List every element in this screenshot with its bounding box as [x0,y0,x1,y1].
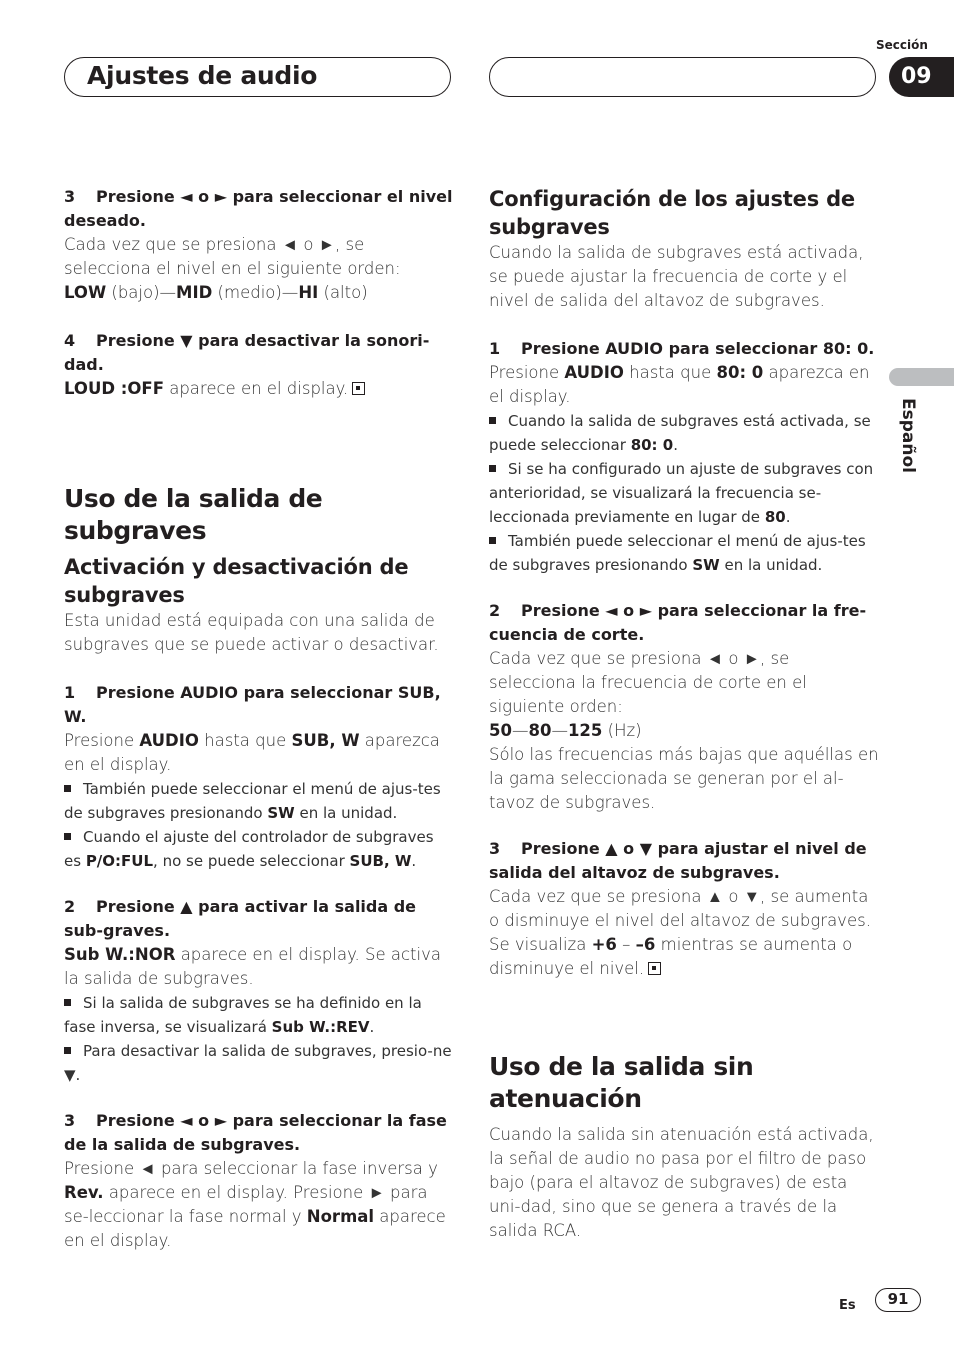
bullet-icon [64,999,71,1006]
step-4-loudness-off: 4 Presione ▼ para desactivar la sonori-dad. [64,331,430,374]
note-sw-button: También puede seleccionar el menú de ajus-tes de subgraves presionando SW en la unidad. [64,780,441,822]
section-number-badge: 09 [889,57,954,97]
page-title: Ajustes de audio [87,61,318,90]
note-reverse-phase: Si la salida de subgraves se ha definido en la fase inversa, se visualizará Sub W.:REV. [64,994,422,1036]
step-1-select-80: 1 Presione AUDIO para seleccionar 80: 0. [489,339,875,358]
cutoff-order-text: Cada vez que se presiona ◄ o ►, se selecciona la frecuencia de corte en el siguiente orden: 50—80—125 (Hz) [489,649,807,740]
end-mark-icon [648,962,661,975]
bullet-icon [489,537,496,544]
step-1-select-subw: 1 Presione AUDIO para seleccionar SUB, W. [64,683,441,726]
loudness-off-text: LOUD :OFF aparece en el display. [64,377,454,401]
section-label: Sección [876,38,928,52]
note-sw-button-config: También puede seleccionar el menú de ajus-tes de subgraves presionando SW en la unidad. [489,532,866,574]
note-deactivate: Para desactivar la salida de subgraves, presio-ne ▼. [64,1042,452,1084]
level-order-text: Cada vez que se presiona ◄ o ►, se selecciona el nivel en el siguiente orden: LOW (bajo)—MID (medio)—HI (alto) [64,235,401,302]
left-column [64,185,454,1253]
heading-activation: Activación y desactivación de subgraves [64,555,409,607]
language-tab-marker [889,368,954,386]
subwoofer-intro-text: Esta unidad está equipada con una salida de subgraves que se puede activar o desactivar. [64,611,439,654]
step-2-activate-subwoofer: 2 Presione ▲ para activar la salida de sub-graves. [64,897,417,940]
step-3-level: 3 Presione ◄ o ► para seleccionar el nivel deseado. [64,187,453,230]
output-level-description: Cada vez que se presiona ▲ o ▼, se aumenta o disminuye el nivel del altavoz de subgraves. Se visualiza +6 – –6 mientras se aumenta o disminuye el nivel. [489,887,871,978]
step-2-description: Sub W.:NOR aparece en el display. Se activa la salida de subgraves. [64,945,441,988]
note-select-80: Cuando la salida de subgraves está activada, se puede seleccionar 80: 0. [489,412,871,454]
heading-subwoofer-config: Configuración de los ajustes de subgraves [489,187,855,239]
step-3-phase-description: Presione ◄ para seleccionar la fase inversa y Rev. aparece en el display. Presione ► para se-leccionar la fase normal y Normal aparece en el display. [64,1159,446,1250]
end-mark-icon [352,382,365,395]
heading-non-fading-output: Uso de la salida sin atenuación [489,1052,754,1113]
heading-subwoofer-output: Uso de la salida de subgraves [64,484,323,545]
cutoff-explanation: Sólo las frecuencias más bajas que aquéllas en la gama seleccionada se generan por el al-tavoz de subgraves. [489,745,879,812]
bullet-icon [64,1047,71,1054]
header-right-frame [489,57,876,97]
step-3-output-level: 3 Presione ▲ o ▼ para ajustar el nivel de salida del altavoz de subgraves. [489,839,867,882]
bullet-icon [489,465,496,472]
bullet-icon [489,417,496,424]
right-column [489,185,879,1243]
language-tab-label: Español [898,398,918,473]
page-number: 91 [875,1288,921,1312]
step-3-phase: 3 Presione ◄ o ► para seleccionar la fase de la salida de subgraves. [64,1111,447,1154]
header-title-frame [64,57,451,97]
bullet-icon [64,785,71,792]
bullet-icon [64,833,71,840]
note-previous-frequency: Si se ha configurado un ajuste de subgraves con anterioridad, se visualizará la frecuencia se-leccionada previamente en lugar de 80. [489,460,874,526]
config-step-1-description: Presione AUDIO hasta que 80: 0 aparezca en el display. [489,363,870,406]
step-1-description: Presione AUDIO hasta que SUB, W aparezca en el display. [64,731,440,774]
non-fading-description: Cuando la salida sin atenuación está activada, la señal de audio no pasa por el filtro de paso bajo (para el altavoz de subgraves) de esta uni-dad, sino que se genera a través de la salida RCA. [489,1125,874,1240]
footer-language: Es [839,1298,856,1313]
note-pofull: Cuando el ajuste del controlador de subgraves es P/O:FUL, no se puede seleccionar SUB, W. [64,828,434,870]
step-2-cutoff: 2 Presione ◄ o ► para seleccionar la fre-cuencia de corte. [489,601,867,644]
config-intro-text: Cuando la salida de subgraves está activada, se puede ajustar la frecuencia de corte y el nivel de salida del altavoz de subgraves. [489,243,864,310]
